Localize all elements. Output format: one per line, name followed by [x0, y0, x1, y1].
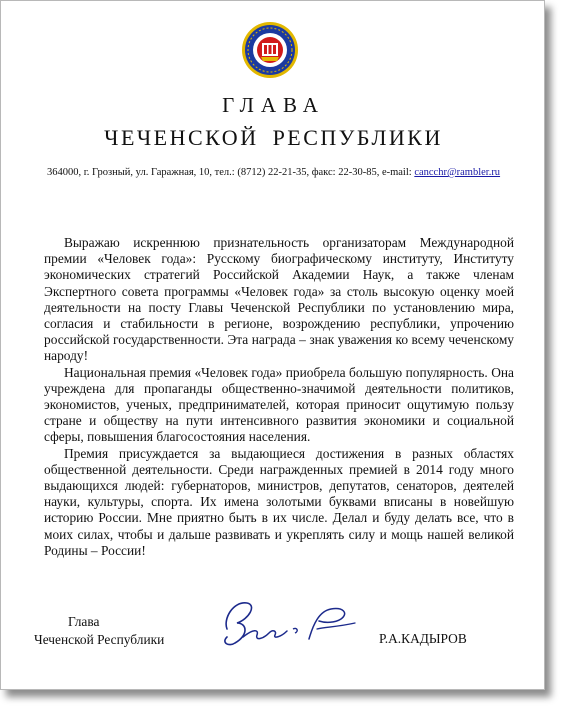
address-line: [1, 167, 546, 178]
handwritten-signature: [213, 589, 363, 661]
signatory-position-line1: Глава: [68, 614, 100, 629]
signatory-name: Р.А.КАДЫРОВ: [379, 631, 467, 646]
coat-of-arms-icon: [241, 21, 299, 79]
paragraph: Выражаю искреннюю признательность организаторам Международной премии «Человек года»: Русскому биографическому институту, Институту экономических стратегий Российской Академии Наук, а также членам Экспертного совета программы «Человек года» за столь высокую оценку моей деятельности на посту Главы Чеченской Республики по установлению мира, согласия и стабильности в регионе, возрождению республики, упрочению российской государственности. Эта награда – знак уважения ко всему чеченскому народу!: [44, 235, 514, 364]
paragraph: Национальная премия «Человек года» приобрела большую популярность. Она учреждена для пропаганды общественно-значимой деятельности политиков, экономистов, ученых, предпринимателей, которая приносит ощутимую пользу стране и обществу на пути интенсивного развития экономики и социальной сферы, повышения благосостояния населения.: [44, 364, 514, 445]
email-link[interactable]: cancchr@rambler.ru: [414, 167, 501, 178]
document-title-republic: ЧЕЧЕНСКОЙ РЕСПУБЛИКИ: [104, 125, 443, 150]
address-text: 364000, г. Грозный, ул. Гаражная, 10, тел.: (8712) 22-21-35, факс: 22-30-85, e-mail:: [46, 167, 415, 178]
paragraph: Премия присуждается за выдающиеся достижения в разных областях общественной деятельности. Среди награжденных премией в 2014 году много выдающихся людей: губернаторов, министров, депутатов, сенаторов, деятелей науки, культуры, спорта. Их имена золотыми буквами вписаны в новейшую историю России. Мне приятно быть в их числе. Делал и буду делать все, что в моих силах, чтобы и дальше развивать и укреплять силу и мощь нашей великой Родины – России!: [44, 445, 514, 558]
signatory-position: [34, 613, 164, 649]
letter-body: [44, 235, 514, 559]
signatory-position-line2: Чеченской Республики: [34, 632, 165, 647]
document-title-position: ГЛАВА: [222, 93, 325, 117]
